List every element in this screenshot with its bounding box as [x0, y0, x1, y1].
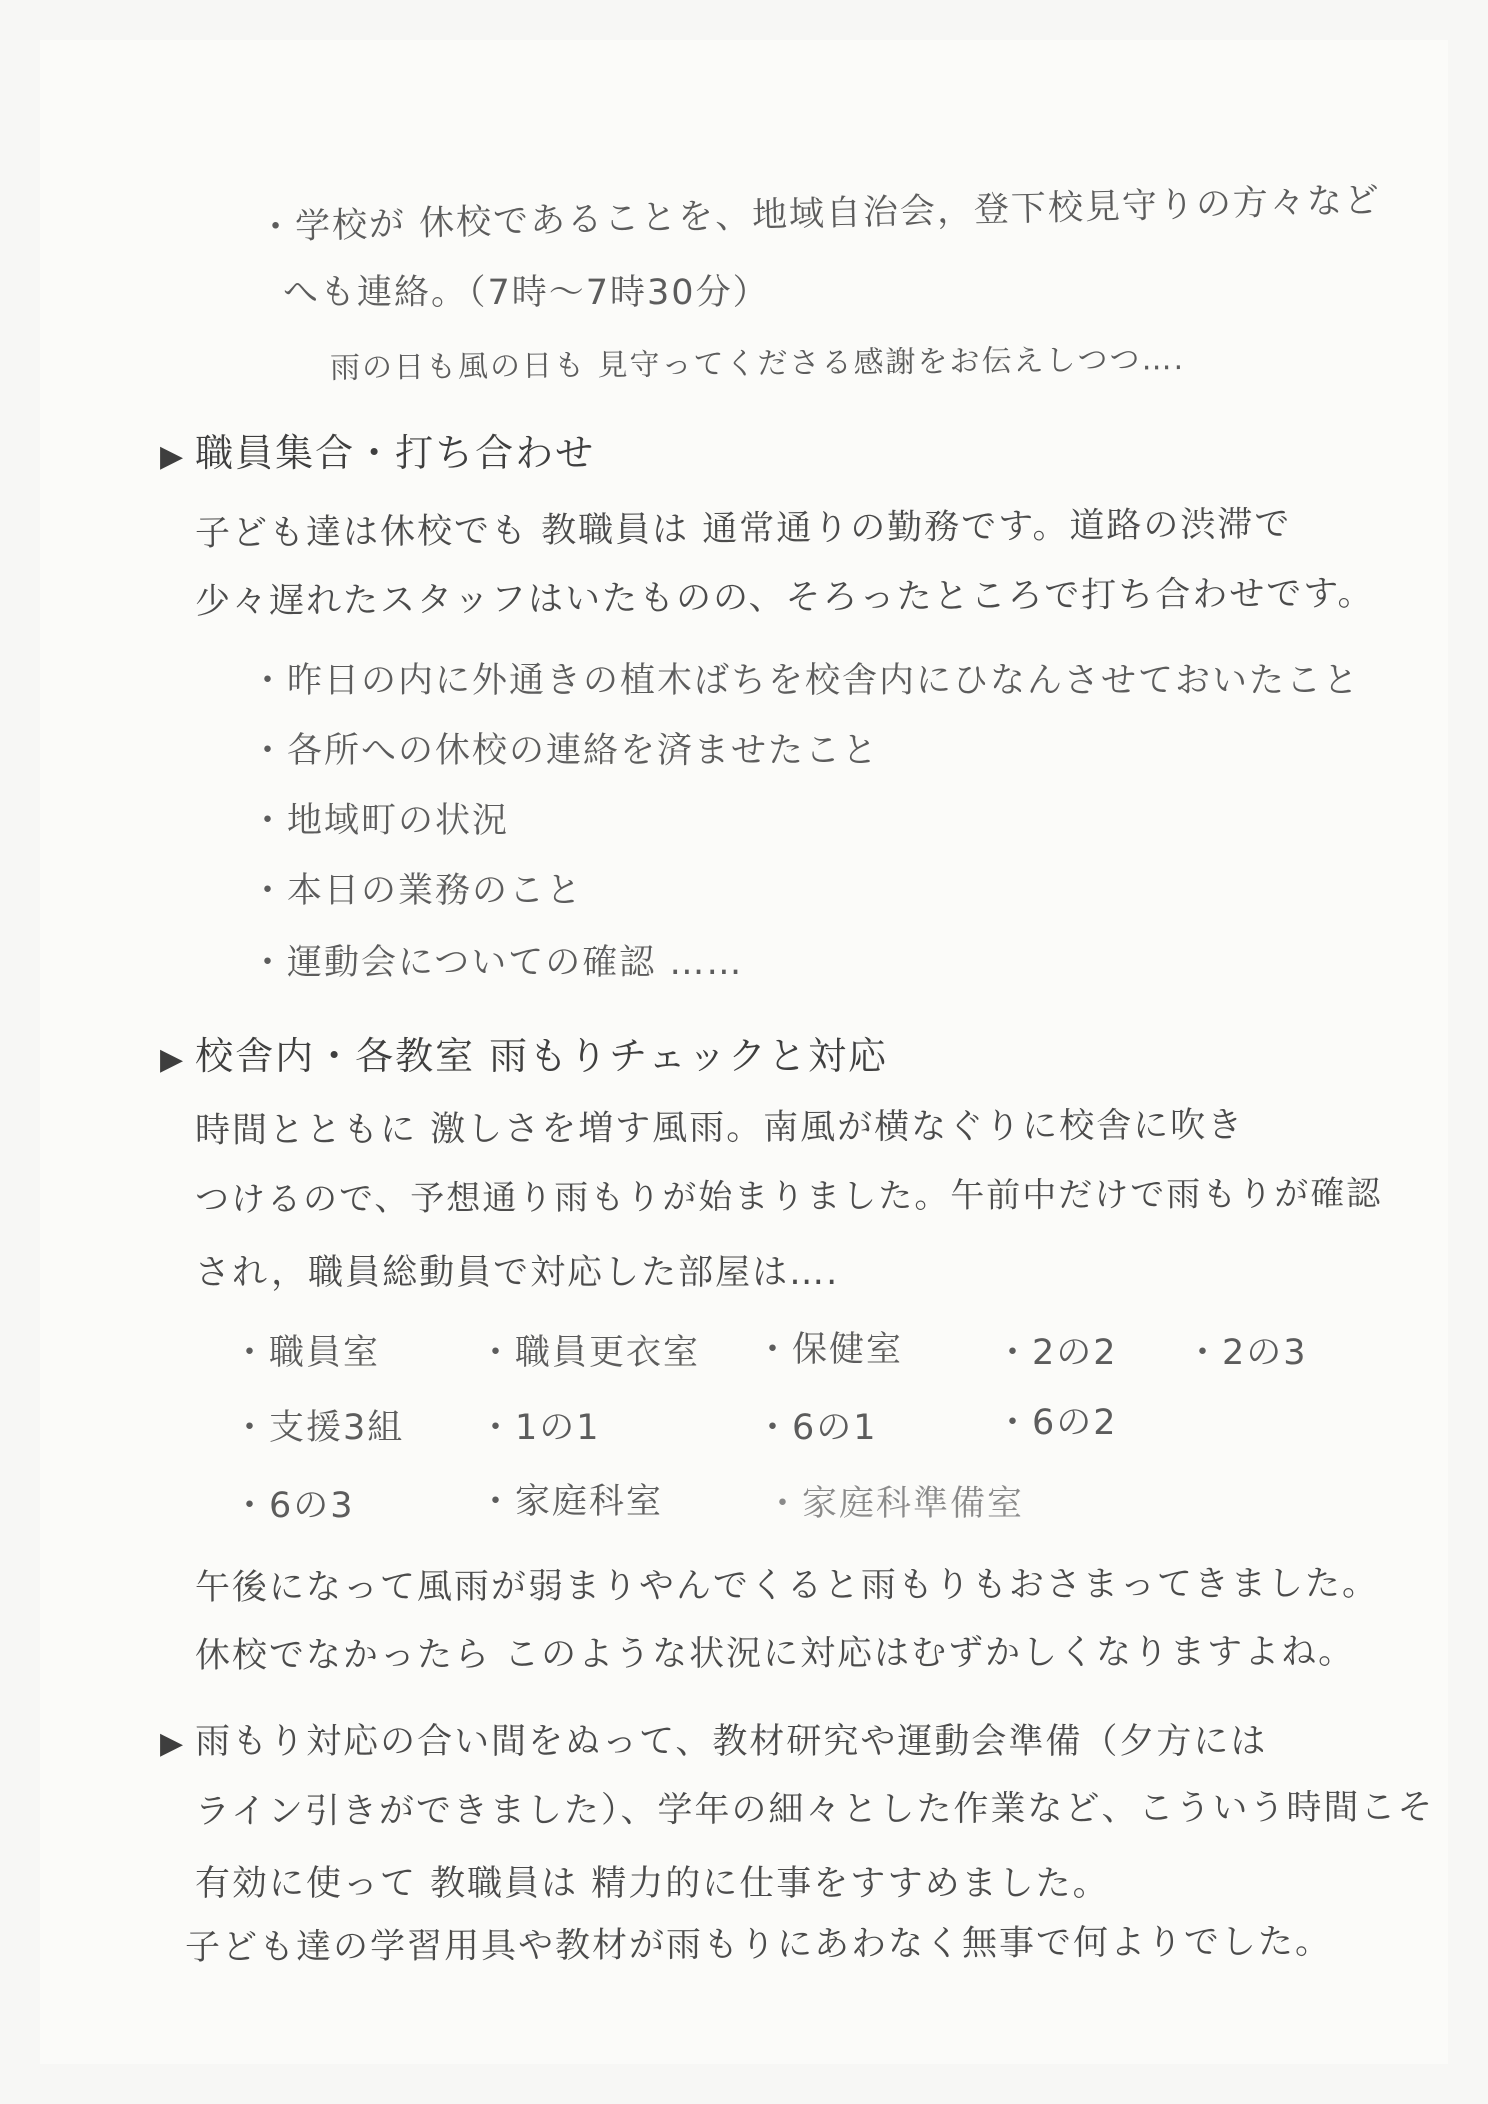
note-line: され，職員総動員で対応した部屋は…. — [195, 1253, 840, 1293]
section-heading — [160, 422, 595, 477]
note-line: つけるので、予想通り雨もりが始まりました。午前中だけで雨もりが確認 — [194, 1173, 1383, 1220]
list-item: ・運動会についての確認 …… — [250, 943, 744, 983]
room-item: ・1の1 — [478, 1408, 601, 1448]
note-line: 雨もり対応の合い間をぬって、教材研究や運動会準備（夕方には — [195, 1722, 1268, 1762]
note-line: 子ども達の学習用具や教材が雨もりにあわなく無事で何よりでした。 — [184, 1921, 1333, 1968]
list-item: ・昨日の内に外通きの植木ばちを校舎内にひなんさせておいたこと — [250, 661, 1361, 701]
list-item: ・本日の業務のこと — [250, 871, 584, 911]
room-item: ・家庭科室 — [478, 1482, 664, 1522]
triangle-marker-icon: ▶ — [160, 1726, 186, 1761]
note-line: 休校でなかったら このような状況に対応はむずかしくなりますよね。 — [194, 1631, 1356, 1676]
triangle-marker-icon: ▶ — [160, 1042, 186, 1077]
room-item: ・6の3 — [232, 1486, 355, 1526]
room-item: ・6の1 — [755, 1408, 878, 1448]
note-line: 少々遅れたスタッフはいたものの、そろったところで打ち合わせです。 — [194, 573, 1375, 622]
section-heading — [160, 1025, 888, 1080]
note-line: 時間とともに 激しさを増す風雨。南風が横なぐりに校舎に吹き — [194, 1105, 1245, 1151]
room-item: ・支援3組 — [232, 1408, 405, 1448]
note-line: 雨の日も風の日も 見守ってくださる感謝をお伝えしつつ…. — [329, 342, 1186, 386]
section-heading — [160, 1714, 1267, 1764]
room-item: ・2の2 — [995, 1333, 1118, 1373]
room-item: ・家庭科準備室 — [765, 1484, 1025, 1524]
note-line: 午後になって風雨が弱まりやんでくると雨もりもおさまってきました。 — [194, 1563, 1380, 1608]
room-item: ・2の3 — [1185, 1333, 1308, 1373]
section-title: 職員集合・打ち合わせ — [195, 431, 596, 475]
room-item: ・職員室 — [232, 1333, 381, 1373]
list-item: ・各所への休校の連絡を済ませたこと — [250, 731, 880, 771]
note-line: ライン引きができました）、学年の細々とした作業など、こういう時間こそ — [194, 1787, 1435, 1832]
triangle-marker-icon: ▶ — [160, 439, 186, 474]
note-line: ・学校が 休校であることを、地域自治会，登下校見守りの方々など — [257, 180, 1382, 248]
note-line: 有効に使って 教職員は 精力的に仕事をすすめました。 — [195, 1864, 1110, 1904]
note-line: へも連絡。（7時〜7時30分） — [283, 273, 770, 313]
list-item: ・地域町の状況 — [250, 801, 510, 841]
note-line: 子ども達は休校でも 教職員は 通常通りの勤務です。道路の渋滞で — [194, 504, 1292, 554]
section-title: 校舎内・各教室 雨もりチェックと対応 — [195, 1034, 889, 1078]
room-item: ・6の2 — [995, 1403, 1118, 1443]
room-item: ・職員更衣室 — [478, 1333, 701, 1373]
room-item: ・保健室 — [755, 1330, 904, 1370]
